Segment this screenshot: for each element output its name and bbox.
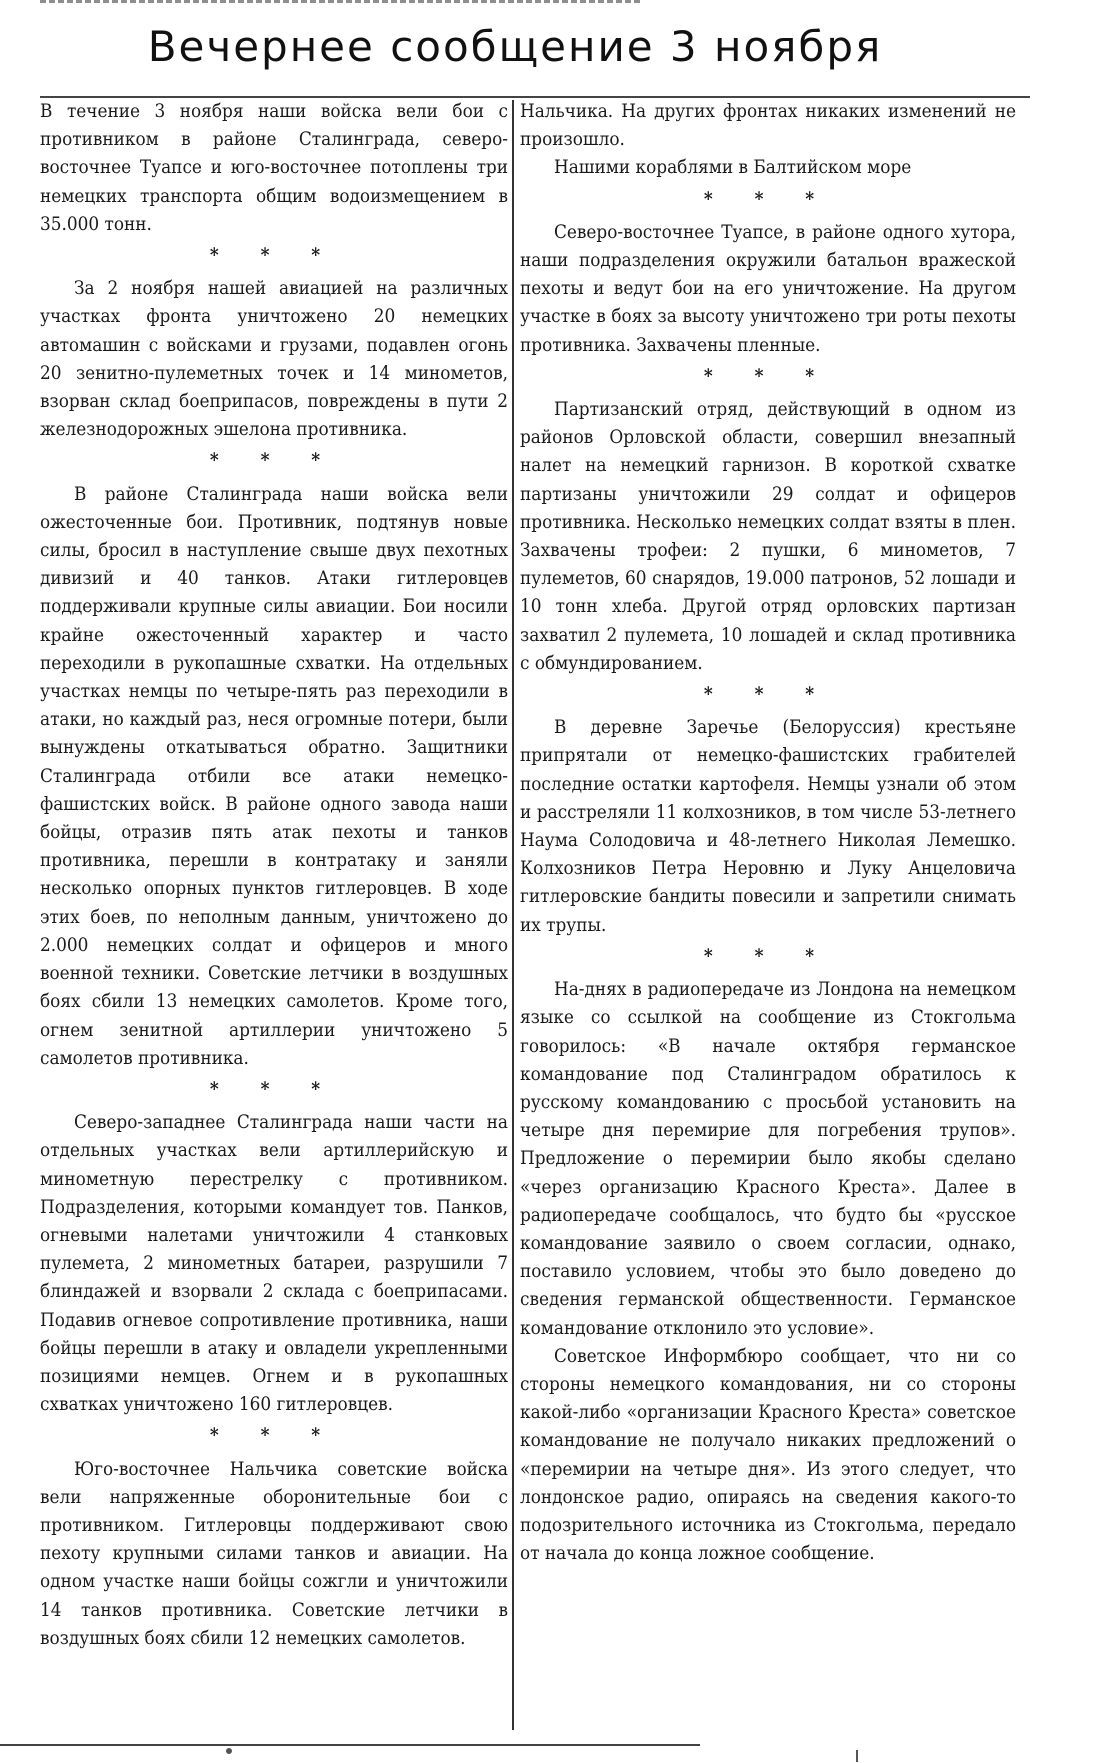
paragraph: В деревне Заречье (Белоруссия) крестьяне припрятали от немецко-фашистских грабителей последние остатки картофеля. Немцы узнали об этом и расстреляли 11 колхозников, в том числе 53-летнего Наума Солодовича и 48-летнего Николая Лемешко. Колхозников Петра Неровню и Луку Анцеловича гитлеровские бандиты повесили и запретили снимать их трупы. [520,717,1016,936]
article-title: Вечернее сообщение 3 ноября [147,22,883,71]
paragraph: Юго-восточнее Нальчика советские войска вели напряженные оборонительные бои с противником. Гитлеровцы поддерживают свою пехоту крупными силами танков и авиации. На одном участке наши бойцы сожгли и уничтожили 14 танков противника. Советские летчики в воздушных боях сбили 12 немецких самолетов. [40,1458,508,1649]
paragraph: За 2 ноября нашей авиацией на различных участках фронта уничтожено 20 немецких автомашин с войсками и грузами, подавлен огонь 20 зенитно-пулеметных точек и 14 минометов, взорван склад боеприпасов, повреждены в пути 2 железнодорожных эшелона противника. [40,278,508,441]
column-divider [512,100,514,1730]
paragraph: Северо-западнее Сталинграда наши части на отдельных участках вели артиллерийскую и минометную перестрелку с противником. Подразделения, которыми командует тов. Панков, огневыми налетами уничтожили 4 станковых пулемета, 2 минометных батареи, разрушили 7 блиндажей и взорвали 2 склада с боеприпасами. Подавив огневое сопротивление противника, наши бойцы перешли в атаку и овладели укрепленными позициями немцев. Огнем и в рукопашных схватках уничтожено 160 гитлеровцев. [40,1112,508,1416]
paragraph: Нальчика. На других фронтах никаких изменений не произошло. [520,101,1016,151]
top-rule [40,0,640,9]
print-mark [856,1750,858,1762]
paragraph: Северо-восточнее Туапсе, в районе одного хутора, наши подразделения окружили батальон вражеской пехоты и ведут бои на его уничтожение. На другом участке в боях за высоту уничтожено три роты пехоты противника. Захвачены пленные. [520,221,1016,356]
section-separator: * * * [209,449,339,472]
section-separator: * * * [703,944,833,967]
section-separator: * * * [209,1077,339,1100]
paragraph: Советское Информбюро сообщает, что ни со стороны немецкого командования, ни со стороны какой-либо «организации Красного Креста» советское командование не получало никаких предложений о «перемирии на четыре дня». Из этого следует, что лондонское радио, опираясь на сведения какого-то подозрительного источника из Стокгольма, передало от начала до конца ложное сообщение. [520,1345,1016,1565]
paragraph: В течение 3 ноября наши войска вели бои с противником в районе Сталинграда, северо-восточнее Туапсе и юго-восточнее потоплены три немецких транспорта общим водоизмещением в 35.000 тонн. [40,101,508,235]
paragraph: В районе Сталинграда наши войска вели ожесточенные бои. Противник, подтянув новые силы, бросил в наступление свыше двух пехотных дивизий и 40 танков. Атаки гитлеровцев поддерживали крупные силы авиации. Бои носили крайне ожесточенный характер и часто переходили в рукопашные схватки. На отдельных участках немцы по четыре-пять раз переходили в атаки, но каждый раз, неся огромные потери, были вынуждены откатываться обратно. Защитники Сталинграда отбили все атаки немецко-фашистских войск. В районе одного завода наши бойцы, отразив пять атак пехоты и танков противника, перешли в контратаку и заняли несколько опорных пунктов гитлеровцев. В ходе этих боев, по неполным данным, уничтожено до 2.000 немецких солдат и офицеров и много военной техники. Советские летчики в воздушных боях сбили 13 немецких самолетов. Кроме того, огнем зенитной артиллерии уничтожено 5 самолетов противника. [40,483,508,1069]
print-speck [226,1748,232,1754]
paragraph: Партизанский отряд, действующий в одном из районов Орловской области, совершил внезапный налет на немецкий гарнизон. В короткой схватке партизаны уничтожили 29 солдат и офицеров противника. Несколько немецких солдат взяты в плен. Захвачены трофеи: 2 пушки, 6 минометов, 7 пулеметов, 60 снарядов, 19.000 патронов, 52 лошади и 10 тонн хлеба. Другой отряд орловских партизан захватил 2 пулемета, 10 лошадей и склад противника с обмундированием. [520,399,1016,674]
bottom-rule [0,1744,700,1746]
left-column [40,98,508,1725]
section-separator: * * * [209,1424,339,1447]
paragraph: Нашими кораблями в Балтийском море [554,157,912,179]
section-separator: * * * [703,364,833,387]
section-separator: * * * [703,683,833,706]
section-separator: * * * [209,244,339,267]
paragraph: На-днях в радиопередаче из Лондона на немецком языке со ссылкой на сообщение из Стокгольма говорилось: «В начале октября германское командование под Сталинградом обратилось к русскому командованию с просьбой установить на четыре дня перемирие для погребения трупов». Предложение о перемирии было якобы сделано «через организацию Красного Креста». Далее в радиопередаче сообщалось, что будто бы «русское командование заявило о своем согласии, однако, поставило условием, чтобы это было доведено до сведения германской общественности. Германское командование отклонило это условие». [520,979,1016,1339]
section-separator: * * * [703,187,833,210]
right-column [520,98,1016,1725]
